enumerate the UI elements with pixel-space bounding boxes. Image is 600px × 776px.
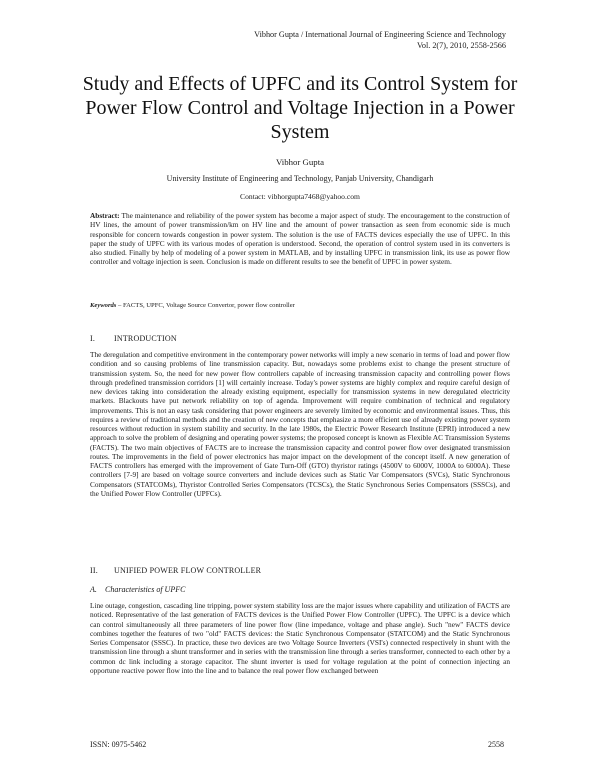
section-number: II. [90,566,98,575]
footer-page-number: 2558 [488,740,504,749]
abstract-label: Abstract: [90,211,120,220]
author-affiliation: University Institute of Engineering and Technology, Panjab University, Chandigarh [166,174,434,183]
keywords-text: – FACTS, UPFC, Voltage Source Convertor, power flow controller [116,302,295,309]
abstract-text: The maintenance and reliability of the power system has become a major aspect of study. The encouragement to the construction of HV lines, the amount of power transmission/km on HV line and the amount of power transaction as seen from economic side is much responsible for concern towards congestion in power system. The solution is the use of FACTS devices especially the use of UPFC. In this paper the study of UPFC with its various modes of operation is understood. Second, the operation of control system used in its converters is also studied. Finally by help of modeling of a power system in MATLAB, and by installing UPFC in transmission link, its use as power flow controller and voltage injection is seen. Conclusion is made on different results to see the benefit of UPFC in power system. [90,211,510,267]
header-volume: Vol. 2(7), 2010, 2558-2566 [417,41,506,50]
paper-title: Study and Effects of UPFC and its Control System for Power Flow Control and Voltage Injection in a Power System [82,73,518,143]
introduction-body: The deregulation and competitive environment in the contemporary power networks will imply a new scenario in terms of load and power flow condition and so causing problems of line transmission capacity. But, nowadays some problems exist to change the present structure of transmission system. So, the need for new power flow controllers capable of increasing transmission capacity and controlling power flows through predefined transmission corridors [1] will certainly increase. Today's power systems are highly complex and require careful design of new devices taking into consideration the already existing equipment, especially for transmission systems in new deregulated electricity markets. Blackouts have put network reliability on top of agenda. Improvement will require combination of technical and regulatory improvements. This is not an easy task considering that power engineers are severely limited by economic and environmental issues. Thus, this requires a review of traditional methods and the creation of new concepts that emphasize a more efficient use of already existing power system resources without reduction in system stability and security. In the late 1980s, the Electric Power Research Institute (EPRI) introduced a new approach to solve the problem of designing and operating power systems; the proposed concept is known as Flexible AC Transmission Systems (FACTS). The two main objectives of FACTS are to increase the transmission capacity and control power flow over designated transmission routes. The improvements in the field of power electronics has major impact on the development of the concept itself. A new generation of FACTS controllers has emerged with the improvement of Gate Turn-Off (GTO) thyristor ratings (4500V to 6000V, 1000A to 6000A). These controllers [7-9] are based on voltage source converters and include devices such as Static Var Compensators (SVCs), Static Synchronous Compensators (STATCOMs), Thyristor Controlled Series Compensators (TCSCs), the Static Synchronous Series Compensators (SSSCs), and the Unified Power Flow Controller (UPFCs). [90,350,510,498]
subsection-title: Characteristics of UPFC [105,585,186,594]
keywords [90,302,295,309]
header-journal: Vibhor Gupta / International Journal of Engineering Science and Technology [254,30,506,39]
section-title: INTRODUCTION [114,334,177,343]
running-header [254,29,506,51]
section-heading-introduction [90,334,177,343]
section-number: I. [90,334,96,343]
author-name: Vibhor Gupta [275,157,325,167]
subsection-number: A. [90,585,97,594]
section-heading-upfc [90,566,261,575]
upfc-characteristics-body: Line outage, congestion, cascading line tripping, power system stability loss are the major issues where capability and utilization of FACTS are noticed. Representative of the last generation of FACTS devices is the Unified Power Flow Controller (UPFC). The UPFC is a device which can control simultaneously all three parameters of line power flow (line impedance, voltage and phase angle). Such "new" FACTS device combines together the features of two "old" FACTS devices: the Static Synchronous Compensator (STATCOM) and the Static Synchronous Series Compensator (SSSC). In practice, these two devices are two Voltage Source Inverters (VSI's) connected respectively in shunt with the transmission line through a shunt transformer and in series with the transmission line through a series transformer, connected to each other by a common dc link including a storage capacitor. The shunt inverter is used for voltage regulation at the point of connection injecting an opportune reactive power flow into the line and to balance the real power flow exchanged between [90,601,510,675]
abstract [90,211,510,267]
subsection-heading-characteristics [90,585,185,594]
author-contact: Contact: vibhorgupta7468@yahoo.com [240,192,360,201]
section-title: UNIFIED POWER FLOW CONTROLLER [114,566,262,575]
keywords-label: Keywords [90,302,117,309]
footer-issn: ISSN: 0975-5462 [90,740,147,749]
